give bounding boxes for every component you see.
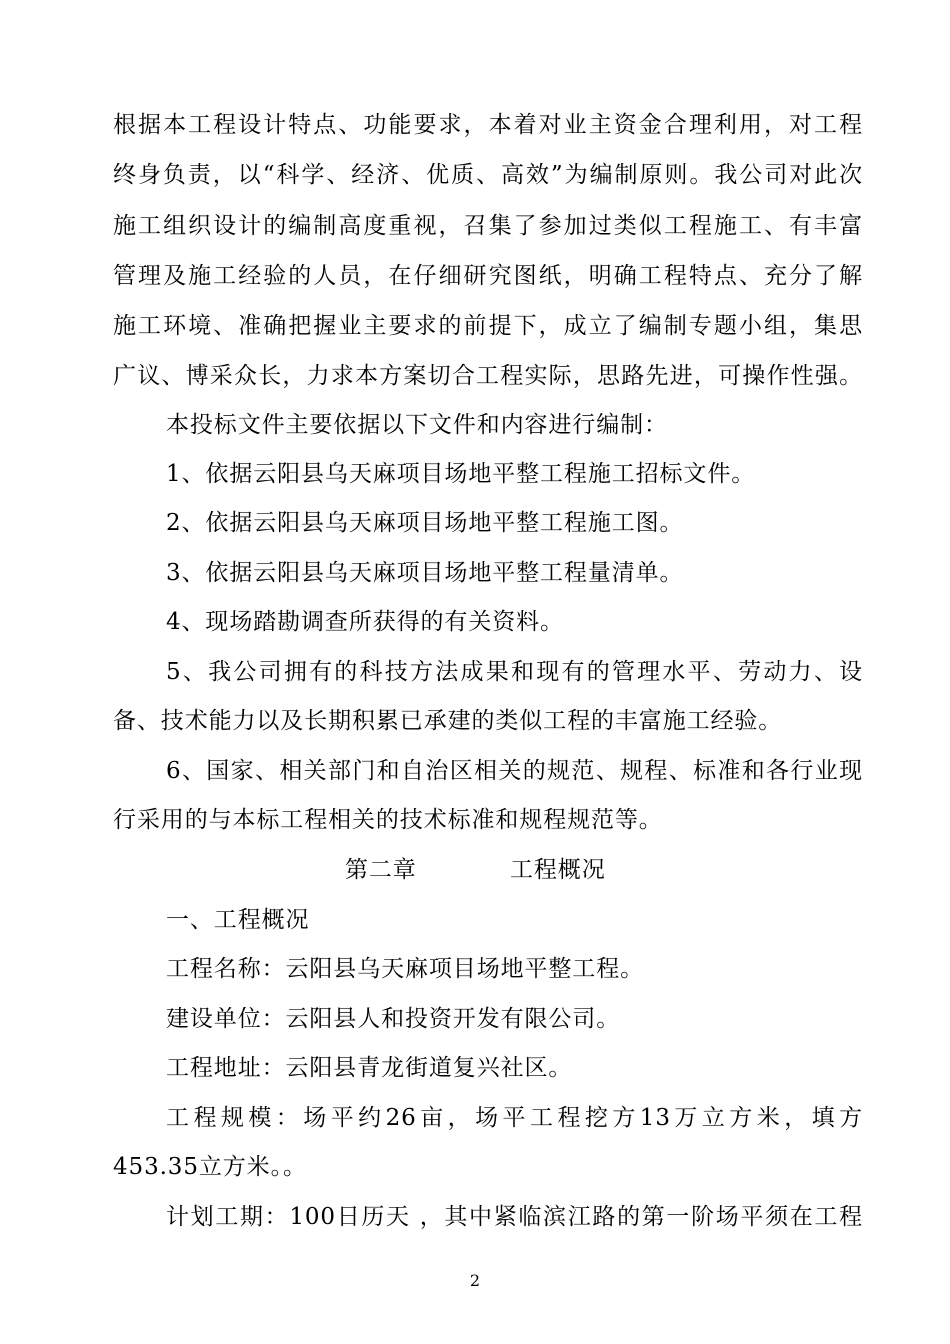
basis-item-5-cont: 备、技术能力以及长期积累已承建的类似工程的丰富施工经验。 [113, 708, 783, 734]
project-name: 工程名称：云阳县乌天麻项目场地平整工程。 [166, 956, 644, 982]
basis-item-1: 1、依据云阳县乌天麻项目场地平整工程施工招标文件。 [166, 461, 756, 487]
basis-intro: 本投标文件主要依据以下文件和内容进行编制： [166, 412, 668, 438]
basis-item-5: 5、我公司拥有的科技方法成果和现有的管理水平、劳动力、设 [166, 659, 863, 685]
paragraph-line-1: 根据本工程设计特点、功能要求，本着对业主资金合理利用，对工程 [113, 112, 863, 138]
chapter-number: 第二章 [345, 857, 417, 883]
paragraph-line-2: 终身负责，以“科学、经济、优质、高效”为编制原则。我公司对此次 [113, 162, 863, 188]
basis-item-3: 3、依据云阳县乌天麻项目场地平整工程量清单。 [166, 560, 684, 586]
paragraph-line-5: 施工环境、准确把握业主要求的前提下，成立了编制专题小组，集思 [113, 313, 863, 339]
section-heading: 一、工程概况 [166, 907, 310, 933]
paragraph-line-3: 施工组织设计的编制高度重视，召集了参加过类似工程施工、有丰富 [113, 213, 863, 239]
project-address: 工程地址：云阳县青龙街道复兴社区。 [166, 1055, 573, 1081]
chapter-title: 工程概况 [510, 857, 606, 883]
paragraph-line-4: 管理及施工经验的人员，在仔细研究图纸，明确工程特点、充分了解 [113, 263, 863, 289]
basis-item-2: 2、依据云阳县乌天麻项目场地平整工程施工图。 [166, 510, 684, 536]
paragraph-line-6: 广议、博采众长，力求本方案切合工程实际，思路先进，可操作性强。 [113, 363, 863, 389]
page-number: 2 [469, 1271, 481, 1290]
project-scale-cont: 453.35立方米。。 [113, 1154, 307, 1180]
project-scale: 工程规模：场平约26亩，场平工程挖方13万立方米，填方 [166, 1105, 863, 1131]
basis-item-4: 4、现场踏勘调查所获得的有关资料。 [166, 609, 564, 635]
construction-unit: 建设单位：云阳县人和投资开发有限公司。 [166, 1006, 621, 1032]
basis-item-6-cont: 行采用的与本标工程相关的技术标准和规程规范等。 [113, 807, 663, 833]
planned-duration: 计划工期：100日历天 ，其中紧临滨江路的第一阶场平须在工程 [166, 1204, 863, 1230]
basis-item-6: 6、国家、相关部门和自治区相关的规范、规程、标准和各行业现 [166, 758, 863, 784]
